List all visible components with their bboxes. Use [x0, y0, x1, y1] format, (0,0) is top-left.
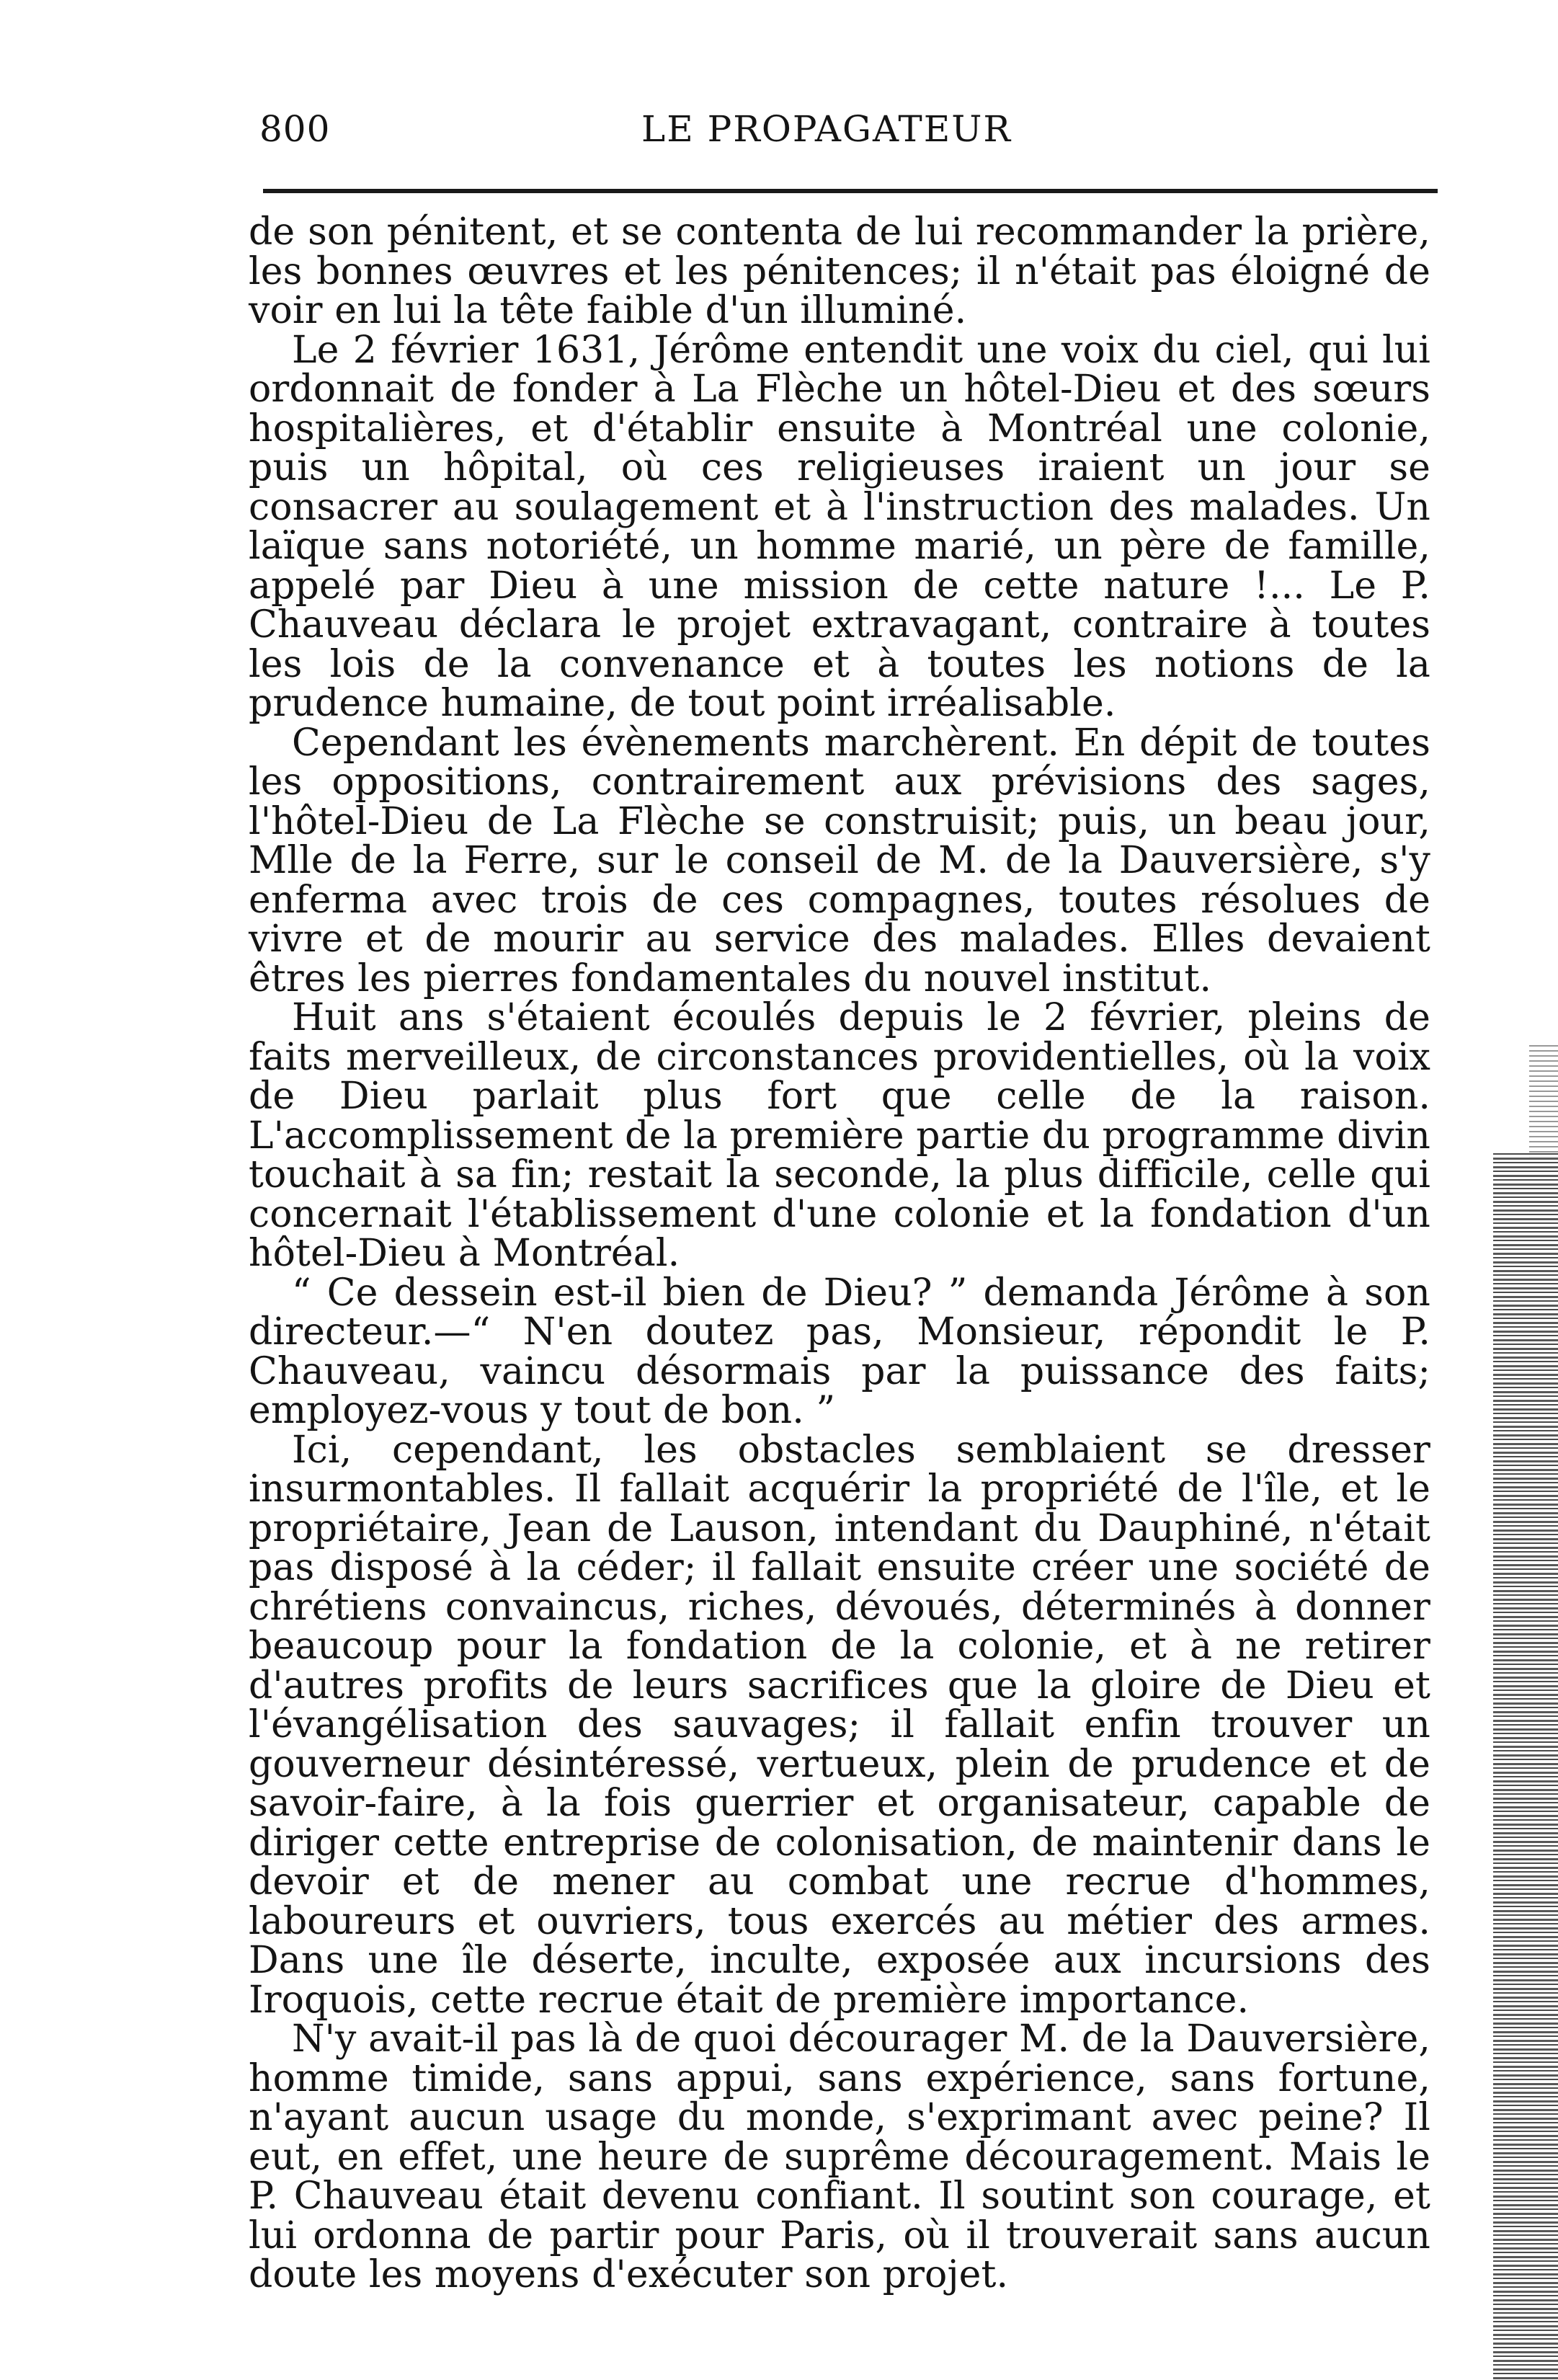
page-number: 800: [259, 108, 331, 150]
paragraph-1: de son pénitent, et se contenta de lui recommander la prière, les bonnes œuvres et les pénitences; il n'était pas éloigné de voir en lui la tête faible d'un illuminé.: [249, 210, 1430, 332]
header-rule: [263, 189, 1438, 193]
paragraph-4: Huit ans s'étaient écoulés depuis le 2 février, pleins de faits merveilleux, de circonstances providentielles, où la voix de Dieu parlait plus fort que celle de la raison. L'accomplissement de la première partie du programme divin touchait à sa fin; restait la seconde, la plus difficile, celle qui concernait l'établissement d'une colonie et la fondation d'un hôtel-Dieu à Montréal.: [249, 996, 1430, 1275]
page-edge-texture-top: [1529, 1045, 1558, 1160]
paragraph-5: “ Ce dessein est-il bien de Dieu? ” demanda Jérôme à son directeur.—“ N'en doutez pas, Monsieur, répondit le P. Chauveau, vaincu désormais par la puissance des faits; employez-vous y tout de bon. ”: [249, 1271, 1430, 1432]
paragraph-2: Le 2 février 1631, Jérôme entendit une voix du ciel, qui lui ordonnait de fonder à La Flèche un hôtel-Dieu et des sœurs hospitalières, et d'établir ensuite à Montréal une colonie, puis un hôpital, où ces religieuses iraient un jour se consacrer au soulagement et à l'instruction des malades. Un laïque sans notoriété, un homme marié, un père de famille, appelé par Dieu à une mission de cette nature !... Le P. Chauveau déclara le projet extravagant, contraire à toutes les lois de la convenance et à toutes les notions de la prudence humaine, de tout point irréalisable.: [249, 328, 1430, 725]
paragraph-3: Cependant les évènements marchèrent. En dépit de toutes les oppositions, contrairement aux prévisions des sages, l'hôtel-Dieu de La Flèche se construisit; puis, un beau jour, Mlle de la Ferre, sur le conseil de M. de la Dauversière, s'y enferma avec trois de ces compagnes, toutes résolues de vivre et de mourir au service des malades. Elles devaient êtres les pierres fondamentales du nouvel institut.: [249, 721, 1430, 1000]
paragraph-6: Ici, cependant, les obstacles semblaient se dresser insurmontables. Il fallait acquérir la propriété de l'île, et le propriétaire, Jean de Lauson, intendant du Dauphiné, n'était pas disposé à la céder; il fallait ensuite créer une société de chrétiens convaincus, riches, dévoués, déterminés à donner beaucoup pour la fondation de la colonie, et à ne retirer d'autres profits de leurs sacrifices que la gloire de Dieu et l'évangélisation des sauvages; il fallait enfin trouver un gouverneur désintéressé, vertueux, plein de prudence et de savoir-faire, à la fois guerrier et organisateur, capable de diriger cette entreprise de colonisation, de maintenir dans le devoir et de mener au combat une recrue d'hommes, laboureurs et ouvriers, tous exercés au métier des armes. Dans une île déserte, inculte, exposée aux incursions des Iroquois, cette recrue était de première importance.: [249, 1428, 1430, 2022]
page-edge-texture: [1493, 1153, 1558, 2380]
paragraph-7: N'y avait-il pas là de quoi décourager M. de la Dauversière, homme timide, sans appui, sans expérience, sans fortune, n'ayant aucun usage du monde, s'exprimant avec peine? Il eut, en effet, une heure de suprême découragement. Mais le P. Chauveau était devenu confiant. Il soutint son courage, et lui ordonna de partir pour Paris, où il trouverait sans aucun doute les moyens d'exécuter son projet.: [249, 2017, 1430, 2296]
running-head: [259, 108, 1448, 159]
body-text: [249, 210, 1430, 2296]
running-title: LE PROPAGATEUR: [641, 108, 1012, 150]
